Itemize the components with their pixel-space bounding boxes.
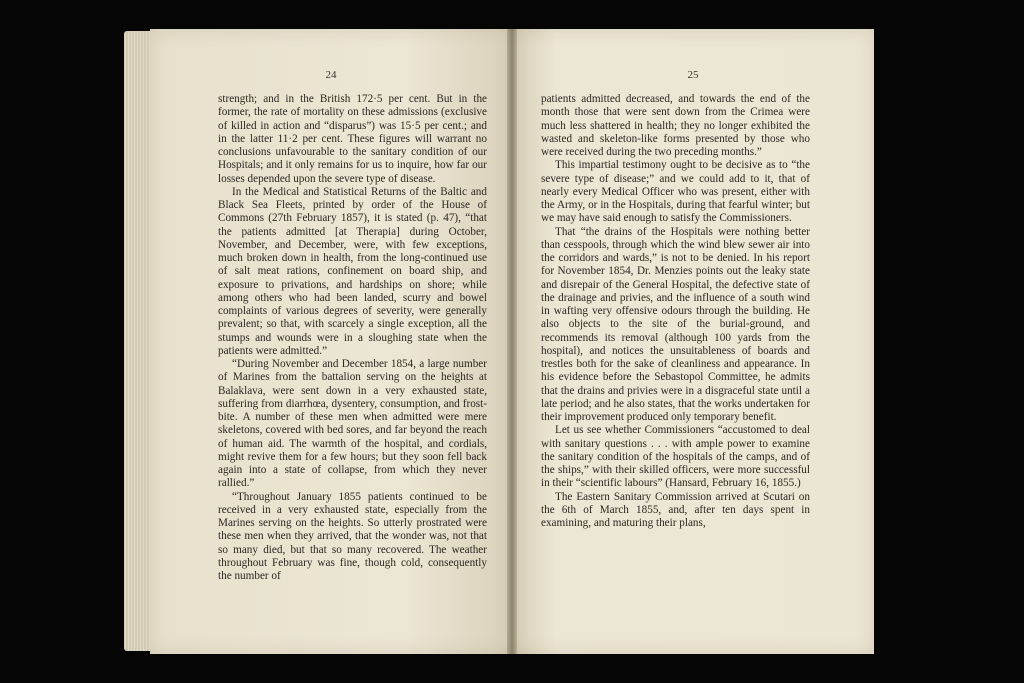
book-gutter [507, 29, 517, 654]
page-number-left: 24 [325, 69, 337, 81]
paragraph: “During November and December 1854, a large number of Marines from the battalion serving on the heights at Balaklava, were sent down in a very exhausted state, suffering from diarrhœa, dysentery, consumption, and frost-bite. A number of these men when admitted were mere skeletons, covered with bed sores, and far beyond the reach of human aid. The warmth of the hospital, and cordials, might revive them for a few hours; but they soon fell back again into a state of collapse, from which they never rallied.” [218, 358, 487, 490]
paragraph: Let us see whether Commissioners “accustomed to deal with sanitary questions . . . with ample power to examine the sanitary condition of the hospitals of the camps, and of the ships,” with their skilled officers, were more successful in their “scientific labours” (Hansard, February 16, 1855.) [541, 424, 810, 490]
left-page-text [218, 93, 487, 583]
paragraph: In the Medical and Statistical Returns of the Baltic and Black Sea Fleets, printed by order of the House of Commons (27th February 1857), it is stated (p. 47), “that the patients admitted [at Therapia] during October, November, and December, were, with few exceptions, much broken down in health, from the long-continued use of salt meat rations, confinement on board ship, and exposure to privations, and hardships on shore; while among others who had been landed, scurry and bowel complaints of various degrees of severity, were generally prevalent; so that, with scarcely a single exception, all the stumps and wounds were in a sloughing state when the patients were admitted.” [218, 185, 487, 357]
paragraph: This impartial testimony ought to be decisive as to “the severe type of disease;” and we could add to it, that of nearly every Medical Officer who was present, either with the Army, or in the Hospitals, during that fearful winter; but we may have said enough to satisfy the Commissioners. [541, 159, 810, 225]
left-page [150, 29, 512, 654]
paragraph: That “the drains of the Hospitals were nothing better than cesspools, through which the wind blew sewer air into the corridors and wards,” is not to be denied. In his report for November 1854, Dr. Menzies points out the leaky state and disrepair of the General Hospital, the defective state of the drainage and privies, and the influence of a south wind in wafting very offensive odours through the building. He also objects to the site of the burial-ground, and recommends its removal (although 100 yards from the hospital), and notices the unsuitableness of boards and trestles both for the sake of cleanliness and appearance. In his evidence before the Sebastopol Committee, he admits that the drains and privies were in a disgraceful state until a late period; and he also states, that the works undertaken for their improvement produced only temporary benefit. [541, 225, 810, 423]
right-page-text [541, 93, 810, 530]
page-number-right: 25 [687, 69, 699, 81]
paragraph: strength; and in the British 172·5 per cent. But in the former, the rate of mortality on these admissions (exclusive of killed in action and “disparus”) was 15·5 per cent.; and in the latter 11·2 per cent. These figures will warrant no conclusions unfavourable to the sanitary condition of our Hospitals; and it only remains for us to inquire, how far our losses depended upon the severe type of disease. [218, 93, 487, 185]
open-book [124, 29, 874, 654]
right-page [512, 29, 874, 654]
paragraph: “Throughout January 1855 patients continued to be received in a very exhausted state, especially from the Marines serving on the heights. So utterly prostrated were these men when they arrived, that the wonder was, not that so many died, but that so many recovered. The weather throughout February was fine, though cold, consequently the number of [218, 490, 487, 582]
paragraph: The Eastern Sanitary Commission arrived at Scutari on the 6th of March 1855, and, after ten days spent in examining, and maturing their plans, [541, 490, 810, 529]
paragraph: patients admitted decreased, and towards the end of the month those that were sent down from the Crimea were much less shattered in health; they no longer exhibited the wasted and skeleton-like forms presented by those who were received during the two preceding months.” [541, 93, 810, 158]
